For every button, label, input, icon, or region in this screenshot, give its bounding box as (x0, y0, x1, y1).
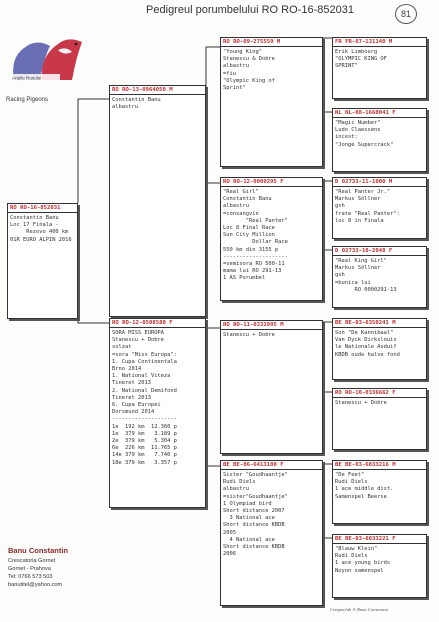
pedigree-detail-line: SPRINT" (335, 63, 358, 70)
pedigree-detail-line: =fiu (223, 70, 236, 77)
pedigree-detail-line: 14e 379 km 7.740 p (112, 452, 177, 459)
pedigree-detail-line: "Real Panter Jr." (335, 189, 391, 195)
subject-details (8, 213, 77, 244)
dd-dam-details (333, 544, 426, 575)
pedigree-detail-line: Erik Limbourg (335, 49, 378, 55)
ss-sire-details (333, 47, 426, 71)
dam-ring: RO RO-12-0508580 F (110, 319, 205, 328)
pedigree-detail-line: frate "Real Panter": (335, 210, 400, 217)
pedigree-detail-line: 6e 226 km 11.765 p (112, 445, 177, 452)
pedigree-detail-line: solzat (112, 344, 132, 351)
page-title: Pedigreul porumbelului RO RO-16-852031 (146, 4, 354, 16)
pedigree-detail-line: incest: (335, 134, 358, 141)
sire-dam-details (221, 187, 322, 283)
pedigree-detail-line: 4 National ace (223, 536, 275, 543)
dd-sire-card[interactable] (332, 460, 427, 524)
pedigree-detail-line: "Young King" (223, 49, 262, 55)
sd-dam-ring: D 02733-10-2048 F (333, 247, 426, 256)
pedigree-detail-line: "De Feet" (335, 472, 365, 478)
pedigree-detail-line: Short distance KBDB (223, 544, 285, 551)
pedigree-detail-line: RO 0000291-13 (335, 286, 397, 293)
pedigree-detail-line: 1e 379 km 3.189 p (112, 430, 177, 437)
pedigree-detail-line: 1. Cupa Continentala (112, 358, 177, 365)
pedigree-detail-line: Rudi Diels (223, 479, 256, 486)
pedigree-detail-line: "Jonge Supercrack" (335, 141, 394, 148)
dd-sire-ring: BE BE-03-6033216 M (333, 461, 426, 470)
sd-dam-card[interactable] (332, 246, 427, 308)
sire-sire-ring: RO RO-09-275559 M (221, 38, 322, 47)
dd-dam-card[interactable] (332, 534, 427, 598)
pedigree-detail-line: Rudi Diels (335, 479, 368, 486)
ds-dam-ring: RO RO-10-0336662 F (333, 389, 426, 398)
pedigree-detail-line: "Real Panter" (223, 217, 288, 224)
pedigree-detail-line: =bunica lui (335, 279, 371, 286)
sd-sire-ring: D 02733-11-1000 M (333, 178, 426, 187)
pedigree-detail-line: =consangvin (223, 210, 259, 217)
pedigree-detail-line: 1. National Viteza (112, 373, 171, 380)
pedigree-detail-line: 1e 192 km 12.360 p (112, 423, 177, 430)
pedigree-detail-line: Short distance 2007 (223, 508, 285, 515)
pedigree-detail-line: gsh (335, 272, 345, 279)
sire-sire-details (221, 47, 322, 92)
owner-loft: Crescatoria Gornet (8, 558, 56, 564)
pedigree-detail-line: 2006 (223, 551, 236, 558)
ss-dam-details (333, 118, 426, 149)
dam-card[interactable] (109, 318, 206, 508)
pedigree-detail-line: Tineret 2013 (112, 394, 151, 401)
pedigree-detail-line: "OLYMPIC KING OF (335, 56, 387, 63)
pedigree-detail-line: 6. Cupa Europei (112, 402, 161, 409)
pedigree-detail-line: Noyon samenspel (335, 567, 384, 574)
pedigree-detail-line: Constantin Banu (223, 196, 272, 203)
owner-name: Banu Constantin (8, 546, 68, 555)
footer-credit: Compuclub ® Banu Constantin (330, 607, 388, 612)
dam-dam-card[interactable] (220, 460, 323, 606)
page-number-badge: 81 (395, 4, 417, 24)
dam-sire-card[interactable] (220, 320, 323, 454)
pedigree-detail-line: 1 AS Porumbel (223, 275, 266, 282)
sd-sire-details (333, 187, 426, 225)
owner-location: Gornet - Prahova (8, 566, 51, 572)
pedigree-detail-line: 2e 379 km 5.304 p (112, 438, 177, 445)
pedigree-detail-line: Stanescu + Dobre (223, 332, 275, 338)
pedigree-detail-line: KBDB oude halve fond (335, 351, 400, 358)
pedigree-detail-line: 2005 (223, 529, 236, 536)
sire-dam-ring: RO RO-12-0000295 F (221, 178, 322, 187)
pedigree-detail-line: albastru (223, 486, 249, 493)
pedigree-detail-line: "Magic Number" (335, 120, 381, 126)
subject-card[interactable] (7, 203, 78, 319)
ds-dam-details (333, 398, 426, 407)
pedigree-detail-line: albastru (223, 203, 249, 210)
pedigree-detail-line: Constantin Banu (10, 215, 59, 221)
pedigree-detail-line: Ludo Claessens (335, 127, 381, 134)
sd-sire-card[interactable] (332, 177, 427, 239)
pedigree-detail-line: "Blauw Klein" (335, 546, 378, 552)
pedigree-detail-line: Constantin Banu (112, 97, 161, 103)
pedigree-detail-line: Loc 17 Finala - (10, 222, 59, 229)
pedigree-detail-line: Stanescu & Dobre (223, 56, 275, 63)
pedigree-detail-line: Markus Söllner (335, 265, 381, 272)
pedigree-detail-line: Rudi Diels (335, 553, 368, 560)
pedigree-detail-line: albastru (112, 104, 138, 111)
pedigree-detail-line: gsh (335, 203, 345, 210)
dam-sire-ring: RO RO-11-0331995 M (221, 321, 322, 330)
owner-phone: Tel: 0766 573 503 (8, 574, 53, 580)
pedigree-detail-line: "Olympic King of (223, 77, 275, 84)
pedigree-detail-line: le Nationale Asduif (335, 344, 397, 351)
pedigree-detail-line: 1 ace young birds (335, 560, 391, 567)
pedigree-detail-line: 1 Olympiad bird (223, 500, 272, 507)
pedigree-detail-line: -------------------- (112, 416, 177, 423)
pedigree-detail-line: Stanescu + Dobre (335, 400, 387, 406)
pedigree-detail-line: Rezovo 400 km (10, 229, 69, 236)
dd-dam-ring: BE BE-03-6033221 F (333, 535, 426, 544)
pedigree-detail-line: albastru (223, 63, 249, 70)
sd-dam-details (333, 256, 426, 294)
pedigree-detail-line: loc 8 in Finala (335, 217, 384, 224)
sire-card[interactable] (109, 85, 206, 317)
ds-sire-card[interactable] (332, 318, 427, 380)
pedigree-detail-line: "Real Girl" (223, 189, 259, 195)
logo-text: Aripile Rusului (12, 75, 42, 81)
owner-info (8, 546, 68, 589)
pedigree-detail-line: "Real King Girl" (335, 258, 387, 264)
pedigree-detail-line: Loc 8 Final Race (223, 225, 275, 232)
pedigree-detail-line: 550 km din 3155 p (223, 246, 279, 253)
owner-email: banutitel@yahoo.com (8, 582, 63, 588)
ss-sire-card[interactable] (332, 37, 427, 99)
pedigree-detail-line: Short distance KBDB (223, 522, 285, 529)
sire-sire-card[interactable] (220, 37, 323, 167)
pedigree-detail-line: =sora "Miss Europa": (112, 351, 177, 358)
pedigree-detail-line: Samenspel Beerse (335, 493, 387, 500)
pedigree-detail-line: Brno 2014 (112, 366, 142, 373)
pedigree-detail-line: =semisora RO 500-11 (223, 261, 285, 268)
pedigree-detail-line: 2. National Demifond (112, 387, 177, 394)
pedigree-detail-line: Son "De Kannibaal" (335, 330, 394, 336)
ss-sire-ring: FR FR-07-131140 M (333, 38, 426, 47)
pedigree-detail-line: Tineret 2013 (112, 380, 151, 387)
pedigree-detail-line: -------------------- (223, 253, 288, 260)
brand-name: Racing Pigeons (6, 97, 49, 103)
ds-sire-ring: BE BE-03-6350241 M (333, 319, 426, 328)
pedigree-detail-line: 01R EURO ALPIN 2016 (10, 236, 72, 243)
dam-sire-details (221, 330, 322, 339)
pedigree-detail-line: 3 National ace (223, 515, 275, 522)
pedigree-detail-line: SORA MISS EUROPA (112, 330, 164, 336)
sire-details (110, 95, 205, 111)
dam-details (110, 328, 205, 467)
pedigree-detail-line: mama lui RO 291-13 (223, 268, 282, 275)
pedigree-detail-line: Van Dyck Dirkslouis (335, 337, 397, 344)
subject-ring: RO RO-16-852031 (8, 204, 77, 213)
ds-sire-details (333, 328, 426, 359)
ds-dam-card[interactable] (332, 388, 427, 450)
ss-dam-ring: NL NL-08-1660041 F (333, 109, 426, 118)
sire-ring: RO RO-13-0964050 M (110, 86, 205, 95)
pedigree-detail-line: Sprint" (223, 85, 246, 92)
pedigree-detail-line: Stanescu + Dobre (112, 337, 164, 344)
pedigree-detail-line: 18e 379 km 3.357 p (112, 459, 177, 466)
dam-dam-ring: BE BE-06-6413100 F (221, 461, 322, 470)
pedigree-detail-line: Sister "Goudhaantje" (223, 472, 288, 478)
pedigree-detail-line: Markus Söllner (335, 196, 381, 203)
ss-dam-card[interactable] (332, 108, 427, 172)
pedigree-detail-line: Sun City Million (223, 232, 275, 239)
pedigree-detail-line: =sister"Goudhaantje" (223, 493, 288, 500)
pedigree-detail-line: Dorsmund 2014 (112, 409, 155, 416)
sire-dam-card[interactable] (220, 177, 323, 301)
pedigree-detail-line: Dollar Race (223, 239, 288, 246)
dam-dam-details (221, 470, 322, 558)
dd-sire-details (333, 470, 426, 501)
pedigree-detail-line: 1 ace middle dist. (335, 486, 394, 493)
